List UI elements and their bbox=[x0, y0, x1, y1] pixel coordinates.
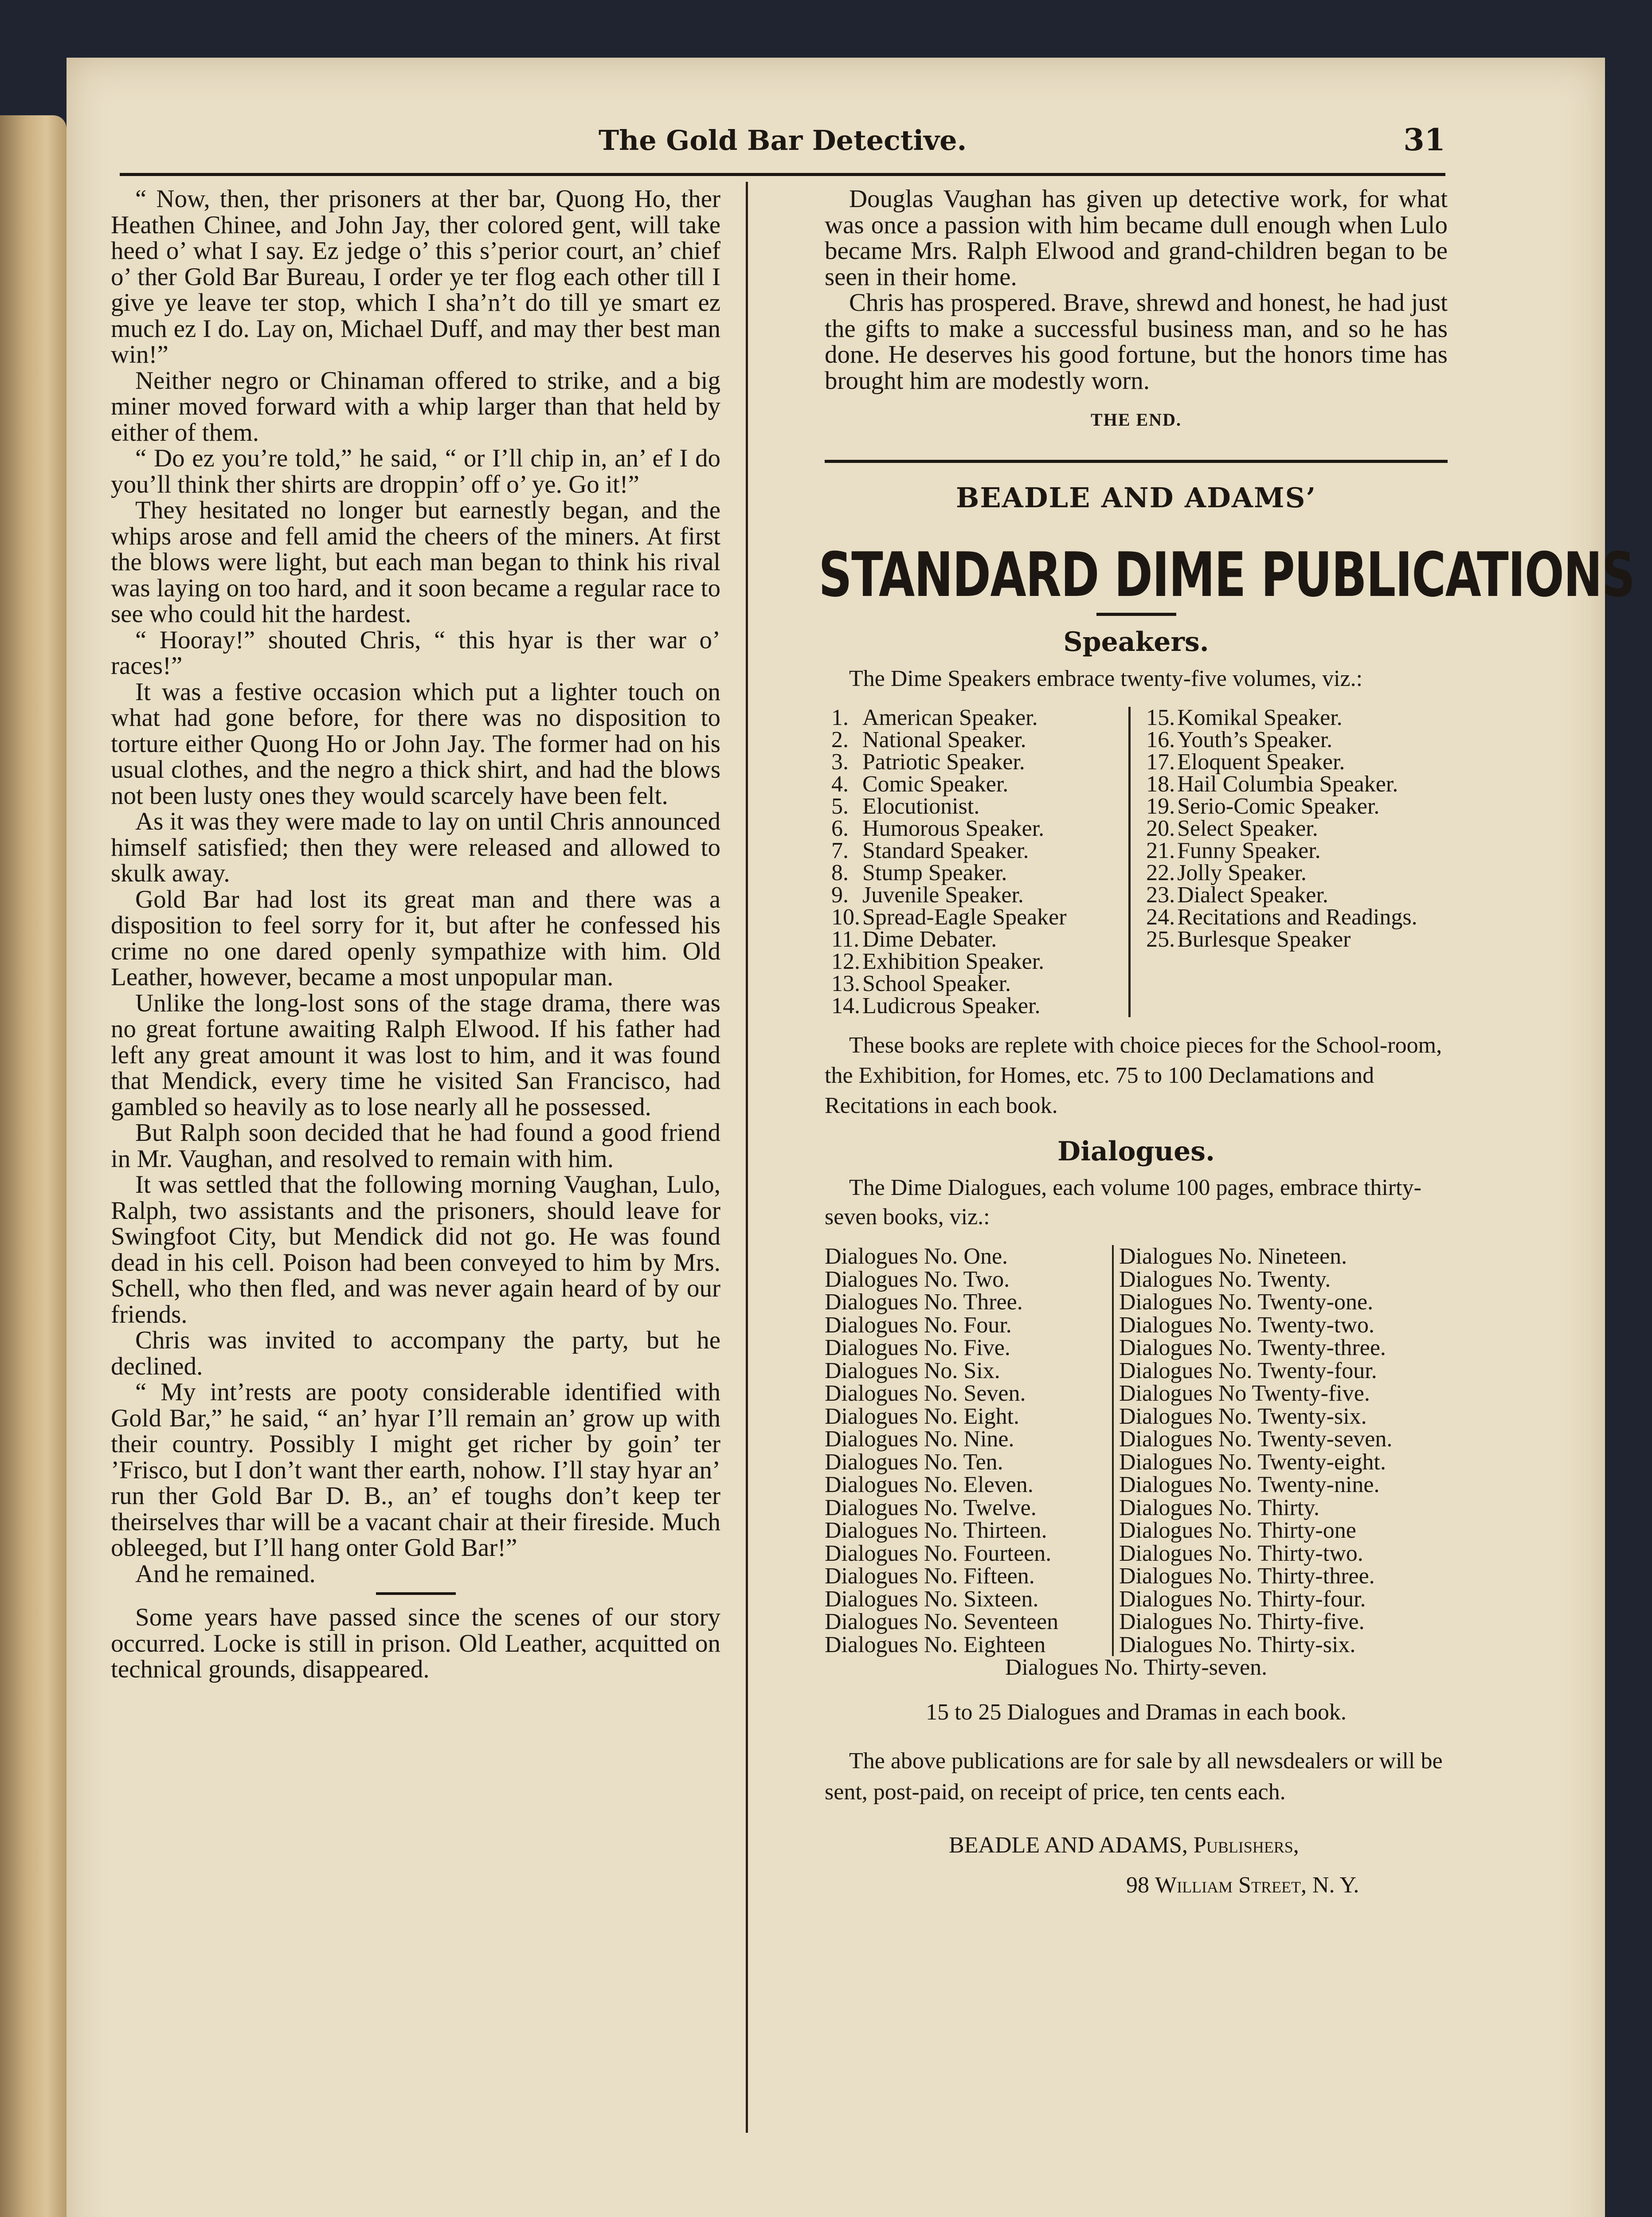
list-item: Dialogues No. Eighteen bbox=[825, 1632, 1046, 1657]
dialogues-list-left bbox=[825, 1245, 1114, 1656]
list-item bbox=[831, 815, 1128, 841]
street-name: William Street, bbox=[1155, 1872, 1307, 1898]
list-item: Dialogues No. Twenty-seven. bbox=[1119, 1426, 1393, 1452]
item-label: Spread-Eagle Speaker bbox=[862, 904, 1067, 930]
item-label: Recitations and Readings. bbox=[1177, 904, 1417, 930]
item-number: 2. bbox=[831, 727, 849, 752]
list-item: Dialogues No. Thirty-four. bbox=[1119, 1586, 1366, 1612]
item-number: 1. bbox=[831, 705, 849, 730]
item-label: Select Speaker. bbox=[1177, 815, 1318, 841]
item-label: Elocutionist. bbox=[862, 793, 980, 819]
city: N. Y. bbox=[1312, 1872, 1359, 1898]
story-paragraph: Douglas Vaughan has given up detective work, for what was once a passion with him became dull enough when Lulo became Mrs. Ralph Elwood and grand-children began to be seen in their home. bbox=[825, 185, 1448, 291]
list-item bbox=[831, 840, 1128, 862]
story-paragraph: But Ralph soon decided that he had found a good friend in Mr. Vaughan, and resolved to remain with him. bbox=[111, 1119, 720, 1173]
speakers-list bbox=[825, 707, 1448, 1017]
page-number: 31 bbox=[1403, 122, 1445, 158]
item-number: 19. bbox=[1146, 793, 1175, 819]
list-item bbox=[1146, 928, 1448, 951]
story-paragraph: As it was they were made to lay on until Chris announced himself satisfied; then they were released and allowed to skulk away. bbox=[111, 807, 720, 887]
item-label: Burlesque Speaker bbox=[1177, 926, 1351, 952]
list-item: Dialogues No. Twenty-six. bbox=[1119, 1403, 1367, 1429]
list-item: Dialogues No. One. bbox=[825, 1244, 1008, 1269]
item-label: Funny Speaker. bbox=[1177, 838, 1321, 863]
item-label: Exhibition Speaker. bbox=[862, 948, 1045, 974]
dialogues-intro: The Dime Dialogues, each volume 100 pages, embrace thirty-seven books, viz.: bbox=[825, 1175, 1421, 1230]
list-item bbox=[831, 906, 1128, 928]
list-item: Dialogues No. Thirty-five. bbox=[1119, 1609, 1365, 1634]
sale-note: The above publications are for sale by all newsdealers or will be sent, post-paid, on receipt of price, ten cents each. bbox=[825, 1748, 1443, 1805]
story-paragraph: It was a festive occasion which put a lighter touch on what had gone before, for there was no disposition to torture either Quong Ho or John Jay. The former had on his usual clothes, and the negro a thick shirt, and had the blows not been lusty ones they would scarcely have been felt. bbox=[111, 678, 720, 810]
list-item bbox=[831, 884, 1128, 906]
list-item: Dialogues No. Twenty-one. bbox=[1119, 1289, 1374, 1315]
item-label: Jolly Speaker. bbox=[1177, 860, 1307, 885]
item-label: Patriotic Speaker. bbox=[862, 749, 1025, 775]
speakers-note: These books are replete with choice pieces for the School-room, the Exhibition, for Homes, etc. 75 to 100 Declamations and Recitations in each book. bbox=[825, 1032, 1442, 1118]
story-paragraph: Gold Bar had lost its great man and there was a disposition to feel sorry for it, but after he confessed his crime no one dared openly sympathize with him. Old Leather, however, became a most unpopular man. bbox=[111, 885, 720, 991]
list-item: Dialogues No. Eleven. bbox=[825, 1472, 1033, 1497]
item-label: Stump Speaker. bbox=[862, 860, 1007, 885]
list-item bbox=[831, 729, 1128, 751]
item-label: School Speaker. bbox=[862, 971, 1011, 996]
list-item: Dialogues No. Twenty-nine. bbox=[1119, 1472, 1380, 1497]
list-item bbox=[831, 751, 1128, 773]
list-item bbox=[1146, 906, 1448, 928]
list-item: Dialogues No. Three. bbox=[825, 1289, 1023, 1315]
banner-rule bbox=[1096, 613, 1176, 616]
item-number: 17. bbox=[1146, 749, 1175, 775]
list-item bbox=[831, 773, 1128, 795]
list-item: Dialogues No. Ten. bbox=[825, 1449, 1003, 1475]
list-item bbox=[1146, 751, 1448, 773]
dialogues-list bbox=[825, 1245, 1448, 1656]
item-number: 6. bbox=[831, 815, 849, 841]
list-item: Dialogues No. Nineteen. bbox=[1119, 1244, 1347, 1269]
publisher-name-line bbox=[825, 1825, 1448, 1865]
item-label: Juvenile Speaker. bbox=[862, 882, 1024, 908]
publisher-address-line bbox=[825, 1865, 1448, 1905]
list-item: Dialogues No. Fifteen. bbox=[825, 1563, 1035, 1589]
story-paragraph: They hesitated no longer but earnestly began, and the whips arose and fell amid the cheers of the miners. At first the blows were light, but each man began to think his rival was laying on too hard, and it soon became a regular race to see who could hit the hardest. bbox=[111, 496, 720, 628]
list-item bbox=[831, 707, 1128, 729]
item-number: 24. bbox=[1146, 904, 1175, 930]
list-item: Dialogues No. Seventeen bbox=[825, 1609, 1059, 1634]
story-paragraph: Chris has prospered. Brave, shrewd and honest, he had just the gifts to make a successful business man, and so he has done. He deserves his good fortune, but the honors time has brought him are modestly worn. bbox=[825, 289, 1448, 395]
item-label: Eloquent Speaker. bbox=[1177, 749, 1345, 775]
item-number: 13. bbox=[831, 971, 860, 996]
list-item: Dialogues No. Four. bbox=[825, 1312, 1012, 1338]
list-item: Dialogues No. Twenty. bbox=[1119, 1266, 1331, 1292]
item-number: 7. bbox=[831, 838, 849, 863]
list-item: Dialogues No. Sixteen. bbox=[825, 1586, 1039, 1612]
story-paragraph: “ My int’rests are pooty considerable identified with Gold Bar,” he said, “ an’ hyar I’ll remain an’ grow up with their country. Possibly I might get richer by goin’ ter ’Frisco, but I don’t want ther earth, nohow. I’ll stay hyar an’ run ther Gold Bar D. B., an’ ef toughs don’t keep ter theirselves thar will be a vacant chair at their fireside. Much obleeged, but I’ll hang onter Gold Bar!” bbox=[111, 1378, 720, 1562]
publisher-name: BEADLE AND ADAMS, bbox=[949, 1833, 1188, 1858]
list-item: Dialogues No. Five. bbox=[825, 1335, 1010, 1360]
item-label: Dialect Speaker. bbox=[1177, 882, 1328, 908]
item-number: 5. bbox=[831, 793, 849, 819]
list-item bbox=[831, 995, 1128, 1017]
item-number: 9. bbox=[831, 882, 849, 908]
story-paragraph: “ Now, then, ther prisoners at ther bar, Quong Ho, ther Heathen Chinee, and John Jay, ther colored gent, will take heed o’ what I say. Ez jedge o’ this s’perior court, an’ chief o’ ther Gold Bar Bureau, I order ye ter flog each other till I give ye leave ter stop, which I sha’n’t do till ye smart ez much ez I do. Lay on, Michael Duff, and may ther best man win!” bbox=[111, 185, 720, 368]
list-item: Dialogues No. Seven. bbox=[825, 1381, 1026, 1406]
story-paragraph: Unlike the long-lost sons of the stage drama, there was no great fortune awaiting Ralph Elwood. If his father had left any great amount it was lost to him, and it was found that Mendick, every time he visited San Francisco, had gambled so heavily as to lose nearly all he possessed. bbox=[111, 989, 720, 1121]
right-column bbox=[818, 185, 1635, 1905]
publisher-heading: BEADLE AND ADAMS’ bbox=[955, 481, 1317, 514]
list-item: Dialogues No. Thirty-six. bbox=[1119, 1632, 1356, 1657]
speakers-heading: Speakers. bbox=[1063, 627, 1209, 658]
dialogues-list-right bbox=[1114, 1245, 1447, 1656]
speakers-list-left bbox=[825, 707, 1131, 1017]
list-item bbox=[831, 973, 1128, 995]
running-title: The Gold Bar Detective. bbox=[599, 124, 967, 157]
list-item bbox=[1146, 707, 1448, 729]
item-number: 22. bbox=[1146, 860, 1175, 885]
list-item bbox=[831, 948, 1128, 974]
item-label: Humorous Speaker. bbox=[862, 815, 1045, 841]
list-item bbox=[1146, 862, 1448, 884]
list-item bbox=[1146, 773, 1448, 795]
list-item: Dialogues No. Thirty-two. bbox=[1119, 1540, 1363, 1566]
item-number: 23. bbox=[1146, 882, 1175, 908]
item-label: Serio-Comic Speaker. bbox=[1177, 793, 1380, 819]
item-number: 15. bbox=[1146, 705, 1175, 730]
list-item bbox=[1146, 884, 1448, 906]
list-item: Dialogues No. Twelve. bbox=[825, 1495, 1037, 1520]
item-number: 18. bbox=[1146, 771, 1175, 797]
dialogues-count-note: 15 to 25 Dialogues and Dramas in each book. bbox=[926, 1700, 1347, 1725]
item-number: 25. bbox=[1146, 926, 1175, 952]
list-item bbox=[1146, 815, 1448, 841]
list-item: Dialogues No. Thirteen. bbox=[825, 1518, 1047, 1543]
list-item bbox=[831, 928, 1128, 951]
list-item bbox=[1146, 795, 1448, 818]
street-number: 98 bbox=[1126, 1872, 1149, 1898]
list-item: Dialogues No. Twenty-four. bbox=[1119, 1358, 1377, 1383]
list-item: Dialogues No. Twenty-two. bbox=[1119, 1312, 1374, 1338]
list-item bbox=[1146, 840, 1448, 862]
item-label: Hail Columbia Speaker. bbox=[1177, 771, 1398, 797]
item-number: 20. bbox=[1146, 815, 1175, 841]
list-item: Dialogues No. Nine. bbox=[825, 1426, 1014, 1452]
item-label: Komikal Speaker. bbox=[1177, 705, 1343, 730]
speakers-intro: The Dime Speakers embrace twenty-five volumes, viz.: bbox=[849, 666, 1363, 691]
item-label: American Speaker. bbox=[862, 705, 1038, 730]
item-number: 3. bbox=[831, 749, 849, 775]
item-label: National Speaker. bbox=[862, 727, 1026, 752]
closing-paragraph: Some years have passed since the scenes of our story occurred. Locke is still in prison. Old Leather, acquitted on technical grounds, disappeared. bbox=[111, 1603, 720, 1683]
list-item: Dialogues No. Six. bbox=[825, 1358, 1000, 1383]
list-item: Dialogues No. Fourteen. bbox=[825, 1540, 1052, 1566]
list-item bbox=[831, 795, 1128, 818]
story-paragraph: It was settled that the following morning Vaughan, Lulo, Ralph, two assistants and the prisoners, should leave for Swingfoot City, but Mendick did not go. He was found dead in his cell. Poison had been conveyed to him by Mrs. Schell, who then fled, and was never again heard of by our friends. bbox=[111, 1171, 720, 1328]
list-item: Dialogues No. Two. bbox=[825, 1266, 1010, 1292]
story-paragraph: Neither negro or Chinaman offered to strike, and a big miner moved forward with a whip larger than that held by either of them. bbox=[111, 366, 720, 447]
dialogues-heading: Dialogues. bbox=[1057, 1136, 1215, 1167]
the-end: THE END. bbox=[1091, 410, 1182, 430]
advertisement-rule bbox=[825, 460, 1448, 463]
story-paragraph: Chris was invited to accompany the party, but he declined. bbox=[111, 1326, 720, 1380]
section-rule bbox=[376, 1592, 456, 1595]
adjacent-page-edge bbox=[0, 115, 67, 2217]
item-number: 11. bbox=[831, 926, 860, 952]
list-item: Dialogues No. Thirty-one bbox=[1119, 1518, 1356, 1543]
item-label: Ludicrous Speaker. bbox=[862, 993, 1041, 1018]
item-number: 4. bbox=[831, 771, 849, 797]
item-label: Dime Debater. bbox=[862, 926, 997, 952]
list-item: Dialogues No. Eight. bbox=[825, 1403, 1020, 1429]
list-item bbox=[1146, 729, 1448, 751]
item-number: 21. bbox=[1146, 838, 1175, 863]
left-column bbox=[111, 186, 720, 1683]
list-item: Dialogues No. Thirty-three. bbox=[1119, 1563, 1375, 1589]
advertisement-banner: STANDARD DIME PUBLICATIONS bbox=[818, 539, 1635, 611]
running-header bbox=[120, 120, 1445, 176]
list-item: Dialogues No. Twenty-eight. bbox=[1119, 1449, 1386, 1475]
speakers-list-right bbox=[1139, 707, 1448, 1017]
item-label: Youth’s Speaker. bbox=[1177, 727, 1333, 752]
story-paragraph: “ Hooray!” shouted Chris, “ this hyar is ther war o’ races!” bbox=[111, 626, 720, 680]
list-item bbox=[831, 862, 1128, 884]
item-number: 14. bbox=[831, 993, 860, 1018]
publisher-signature bbox=[825, 1825, 1448, 1905]
story-paragraph: And he remained. bbox=[135, 1559, 316, 1588]
item-label: Standard Speaker. bbox=[862, 838, 1029, 863]
publisher-role: Publishers, bbox=[1193, 1833, 1299, 1858]
item-number: 16. bbox=[1146, 727, 1175, 752]
item-number: 12. bbox=[831, 948, 860, 974]
item-label: Comic Speaker. bbox=[862, 771, 1009, 797]
list-item: Dialogues No Twenty-five. bbox=[1119, 1381, 1370, 1406]
story-paragraph: “ Do ez you’re told,” he said, “ or I’ll chip in, an’ ef I do you’ll think ther shirts are droppin’ off o’ ye. Go it!” bbox=[111, 444, 720, 498]
item-number: 8. bbox=[831, 860, 849, 885]
column-divider bbox=[746, 182, 748, 2133]
item-number: 10. bbox=[831, 904, 860, 930]
list-item: Dialogues No. Thirty-seven. bbox=[1005, 1655, 1268, 1680]
list-item: Dialogues No. Thirty. bbox=[1119, 1495, 1320, 1520]
list-item: Dialogues No. Twenty-three. bbox=[1119, 1335, 1386, 1360]
